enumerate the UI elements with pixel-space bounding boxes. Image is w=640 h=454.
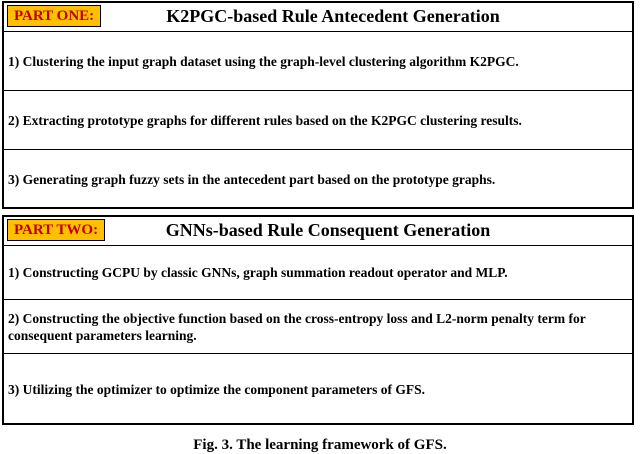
part-two-step-3	[4, 354, 632, 424]
part-one-badge: PART ONE:	[7, 5, 101, 27]
figure-caption: Fig. 3. The learning framework of GFS.	[193, 437, 447, 453]
part-one-step-1	[4, 32, 632, 91]
part-two-step-1	[4, 246, 632, 300]
step-text: 1) Constructing GCPU by classic GNNs, graph summation readout operator and MLP.	[8, 265, 508, 280]
step-text: 2) Extracting prototype graphs for different rules based on the K2PGC clustering results.	[8, 112, 522, 128]
part-one-step-2	[4, 91, 632, 150]
part-two-step-2	[4, 300, 632, 354]
step-text: 1) Clustering the input graph dataset using the graph-level clustering algorithm K2PGC.	[8, 53, 519, 69]
part-two-badge: PART TWO:	[7, 219, 105, 241]
part-one-title: K2PGC-based Rule Antecedent Generation	[166, 6, 500, 26]
step-text: 3) Utilizing the optimizer to optimize the component parameters of GFS.	[8, 381, 426, 397]
part-two-panel	[2, 215, 634, 425]
step-text: 2) Constructing the objective function based on the cross-entropy loss and L2-norm penalty term for consequent parameters learning.	[8, 310, 586, 343]
part-one-panel	[2, 1, 634, 209]
part-two-title: GNNs-based Rule Consequent Generation	[165, 220, 491, 240]
part-one-header	[4, 3, 632, 32]
part-two-header	[4, 217, 632, 246]
part-one-step-3	[4, 150, 632, 208]
step-text: 3) Generating graph fuzzy sets in the antecedent part based on the prototype graphs.	[8, 171, 496, 187]
